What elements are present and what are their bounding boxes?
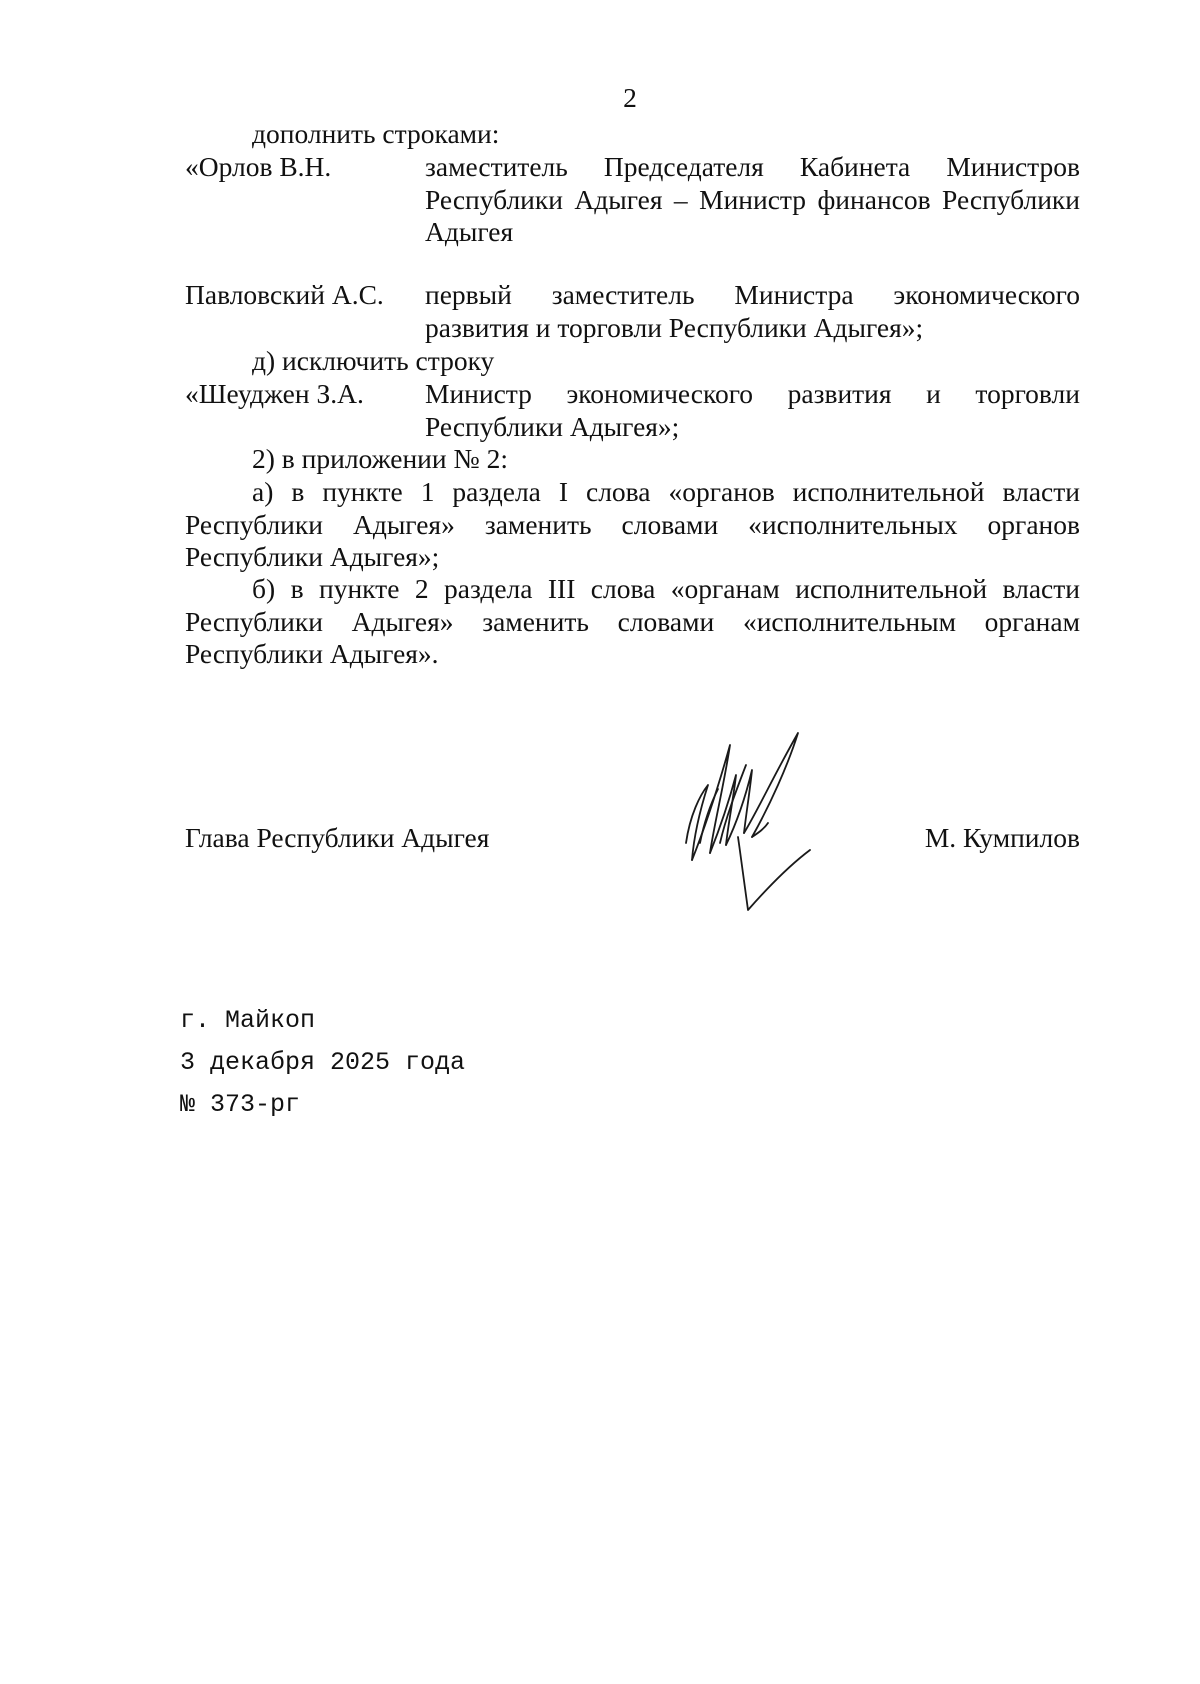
- entry-desc-line: заместитель Председателя Кабинета Министров: [425, 151, 1080, 182]
- item-d: д) исключить строку: [252, 345, 495, 376]
- entry-desc-line: Республики Адыгея – Министр финансов Республики: [425, 183, 1080, 215]
- footer-date: 3 декабря 2025 года: [180, 1048, 466, 1077]
- entry-desc-line: Республики Адыгея»;: [425, 410, 680, 442]
- item-2: 2) в приложении № 2:: [252, 443, 508, 474]
- footer-city: г. Майкоп: [180, 1006, 316, 1035]
- item-b-paragraph: б) в пункте 2 раздела III слова «органам исполнительной власти Республики Адыгея» заменить словами «исполнительным органам Республики Адыгея».: [185, 573, 1080, 669]
- entry-name: Павловский А.С.: [185, 279, 384, 310]
- entry-desc-line: Адыгея: [425, 216, 514, 247]
- intro-line: дополнить строками:: [252, 118, 500, 149]
- entry-desc-line: развития и торговли Республики Адыгея»;: [425, 311, 924, 343]
- page-number: 2: [623, 82, 637, 113]
- handwritten-signature: [680, 725, 860, 925]
- entry-desc-line: первый заместитель Министра экономического: [425, 279, 1080, 310]
- entry-name: «Шеуджен З.А.: [185, 378, 364, 409]
- item-a-paragraph: а) в пункте 1 раздела I слова «органов исполнительной власти Республики Адыгея» заменить словами «исполнительных органов Республики Адыгея»;: [185, 476, 1080, 572]
- entry-name: «Орлов В.Н.: [185, 151, 332, 182]
- signatory-name: М. Кумпилов: [924, 822, 1080, 853]
- signatory-position: Глава Республики Адыгея: [185, 822, 490, 853]
- footer-number: № 373-рг: [180, 1090, 301, 1119]
- entry-desc-line: Министр экономического развития и торговли: [425, 378, 1080, 409]
